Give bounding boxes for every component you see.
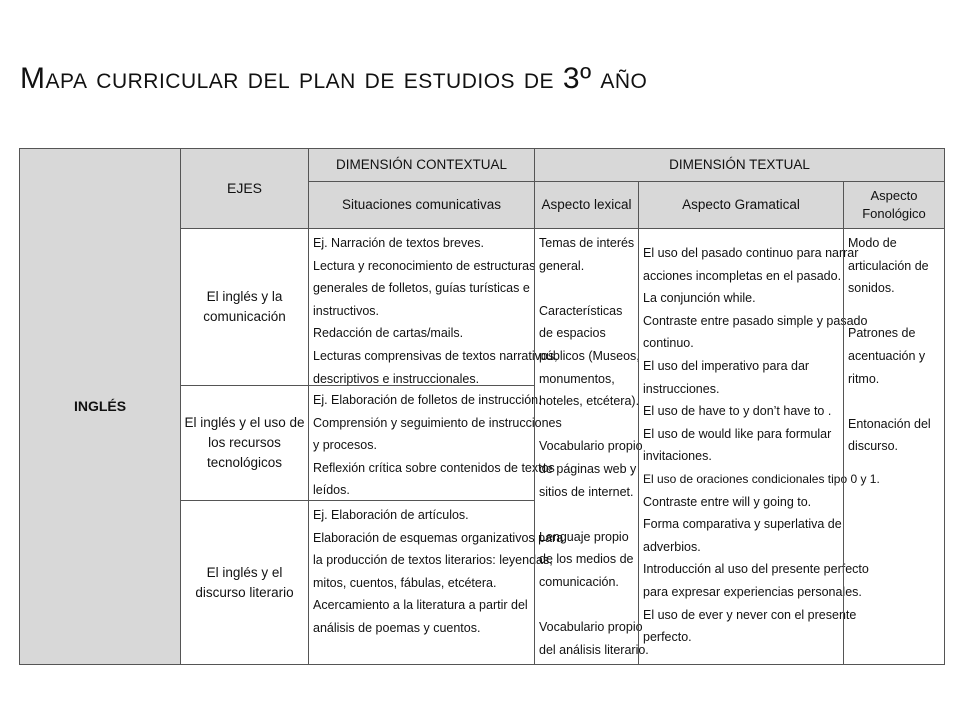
- situacion-line: Ej. Elaboración de folletos de instrucción.: [313, 393, 542, 407]
- curriculum-table: [19, 148, 945, 665]
- lexical-line: Vocabulario propio: [539, 439, 643, 454]
- situacion-line: análisis de poemas y cuentos.: [313, 620, 481, 635]
- lexical-line: Vocabulario propio: [539, 620, 643, 635]
- lexical-line: general.: [539, 258, 585, 273]
- situacion-line: Ej. Narración de textos breves.: [313, 236, 484, 250]
- gramatical-line: La conjunción while.: [643, 291, 756, 306]
- situacion-line: Comprensión y seguimiento de instrucciones: [313, 415, 562, 430]
- situacion-line: Lecturas comprensivas de textos narrativos,: [313, 348, 558, 363]
- gramatical-line: El uso de would like para formular: [643, 426, 832, 441]
- lexical-cell: [534, 228, 649, 665]
- fonologico-line: [848, 390, 941, 413]
- situacion-line: Reflexión crítica sobre contenidos de textos: [313, 460, 555, 475]
- gramatical-line: invitaciones.: [643, 449, 712, 464]
- fonologico-line: acentuación y: [848, 348, 926, 363]
- situaciones-cell-3: [308, 500, 564, 665]
- gramatical-line: para expresar experiencias personales.: [643, 584, 862, 599]
- lexical-line: Características: [539, 303, 623, 318]
- dimension-contextual-label: DIMENSIÓN CONTEXTUAL: [335, 156, 508, 172]
- gramatical-line: Introducción al uso del presente perfecto: [643, 562, 869, 577]
- lexical-line: Lenguaje propio: [539, 529, 629, 544]
- fonologico-line: discurso.: [848, 439, 899, 454]
- lexical-header-label: Aspecto lexical: [541, 196, 632, 212]
- gramatical-line: perfecto.: [643, 630, 692, 645]
- ejes-header: [180, 148, 309, 229]
- gramatical-line: instrucciones.: [643, 381, 720, 396]
- gramatical-line: adverbios.: [643, 539, 701, 554]
- gramatical-line: El uso de ever y never con el presente: [643, 607, 857, 622]
- fonologico-line: Entonación del: [848, 416, 931, 431]
- situacion-line: descriptivos e instruccionales.: [313, 371, 480, 386]
- fonologico-line: [848, 300, 941, 323]
- lexical-line: monumentos,: [539, 371, 615, 386]
- subject-cell: [19, 148, 181, 665]
- lexical-line: [539, 594, 635, 617]
- situaciones-header-label: Situaciones comunicativas: [341, 196, 502, 212]
- eje-label-2: El inglés y el uso de los recursos tecnológicos: [184, 415, 305, 470]
- gramatical-line: El uso del pasado continuo para narrar: [643, 246, 859, 260]
- lexical-line: de páginas web y: [539, 461, 637, 476]
- lexical-line: de espacios: [539, 326, 606, 341]
- situacion-line: Lectura y reconocimiento de estructuras: [313, 258, 536, 273]
- situacion-line: y procesos.: [313, 438, 377, 453]
- subject-label: INGLÉS: [73, 398, 127, 415]
- situacion-line: Redacción de cartas/mails.: [313, 326, 464, 341]
- gramatical-line: acciones incompletas en el pasado.: [643, 268, 842, 283]
- gramatical-line: continuo.: [643, 336, 694, 351]
- fonologico-line: ritmo.: [848, 371, 880, 386]
- gramatical-header: [638, 181, 844, 229]
- situacion-line: la producción de textos literarios: leyendas,: [313, 553, 553, 568]
- fonologico-line: articulación de: [848, 258, 929, 273]
- situacion-line: Acercamiento a la literatura a partir del: [313, 598, 528, 613]
- situacion-line: mitos, cuentos, fábulas, etcétera.: [313, 575, 497, 590]
- eje-cell-1: [180, 228, 309, 386]
- gramatical-header-label: Aspecto Gramatical: [682, 196, 800, 212]
- ejes-header-label: EJES: [226, 180, 262, 197]
- situacion-line: instructivos.: [313, 303, 379, 318]
- situaciones-header: [308, 181, 535, 229]
- lexical-line: [539, 503, 635, 526]
- eje-cell-3: [180, 500, 309, 665]
- situaciones-cell-2: [308, 385, 562, 501]
- lexical-line: públicos (Museos,: [539, 348, 640, 363]
- lexical-line: de los medios de: [539, 552, 634, 567]
- situacion-line: Elaboración de esquemas organizativos para: [313, 530, 564, 545]
- gramatical-line: El uso de have to y don’t have to .: [643, 404, 832, 419]
- gramatical-line: El uso de oraciones condicionales tipo 0 y 1.: [643, 471, 880, 486]
- situaciones-cell-1: [308, 228, 558, 386]
- eje-cell-2: [180, 385, 309, 501]
- eje-label-1: El inglés y la comunicación: [203, 289, 286, 324]
- lexical-line: hoteles, etcétera).: [539, 394, 640, 409]
- fonologico-header-label: Aspecto Fonológico: [862, 188, 926, 221]
- lexical-line: Temas de interés: [539, 236, 635, 250]
- eje-label-3: El inglés y el discurso literario: [195, 564, 294, 600]
- dimension-contextual-header: [308, 148, 535, 182]
- gramatical-line: El uso del imperativo para dar: [643, 358, 810, 373]
- lexical-line: [539, 413, 635, 436]
- situacion-line: generales de folletos, guías turísticas e: [313, 281, 530, 296]
- lexical-line: del análisis literario.: [539, 642, 649, 657]
- situacion-line: leídos.: [313, 483, 350, 498]
- lexical-line: [539, 277, 635, 300]
- fonologico-header: [843, 181, 945, 229]
- situacion-line: Ej. Elaboración de artículos.: [313, 508, 469, 522]
- fonologico-line: Patrones de: [848, 326, 916, 341]
- gramatical-line: Contraste entre will y going to.: [643, 494, 812, 509]
- gramatical-line: Contraste entre pasado simple y pasado: [643, 313, 868, 328]
- gramatical-line: Forma comparativa y superlativa de: [643, 517, 842, 532]
- fonologico-line: sonidos.: [848, 281, 895, 296]
- dimension-textual-label: DIMENSIÓN TEXTUAL: [669, 156, 810, 172]
- lexical-header: [534, 181, 639, 229]
- lexical-line: comunicación.: [539, 574, 619, 589]
- fonologico-cell: [843, 228, 945, 665]
- dimension-textual-header: [534, 148, 945, 182]
- fonologico-line: Modo de: [848, 236, 897, 250]
- page-title: Mapa curricular del plan de estudios de 3º año: [20, 62, 648, 95]
- lexical-line: sitios de internet.: [539, 484, 634, 499]
